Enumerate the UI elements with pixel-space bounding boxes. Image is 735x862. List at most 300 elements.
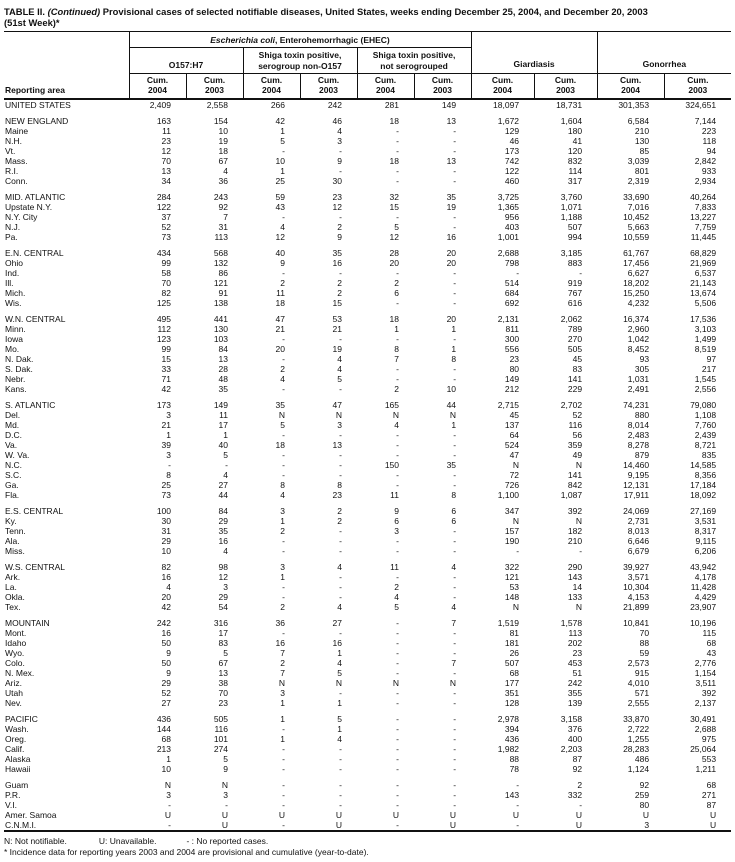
value-cell: 18,097: [493, 100, 520, 110]
value-cell: 33,870: [623, 714, 650, 724]
value-cell: 18,731: [556, 100, 583, 110]
value-cell: 4: [280, 490, 285, 500]
value-cell: 2: [280, 364, 285, 374]
value-cell: 767: [567, 288, 583, 298]
value-cell: -: [339, 572, 342, 582]
value-cell: 10,841: [623, 618, 650, 628]
value-cell: 2,715: [497, 400, 520, 410]
value-cell: -: [396, 136, 399, 146]
value-cell: 1,042: [627, 334, 650, 344]
value-cell: 2,409: [149, 100, 171, 110]
value-cell: 212: [504, 384, 520, 394]
value-cell: -: [516, 800, 520, 810]
value-cell: -: [396, 166, 399, 176]
value-cell: -: [396, 536, 399, 546]
value-cell: -: [396, 440, 399, 450]
reporting-area-cell: N.C.: [5, 460, 22, 470]
value-cell: U: [449, 820, 457, 830]
value-cell: 122: [504, 166, 520, 176]
value-cell: 4: [451, 602, 457, 612]
value-cell: 6,627: [627, 268, 650, 278]
value-cell: 50: [161, 658, 171, 668]
value-cell: 12: [332, 202, 342, 212]
value-cell: 10: [218, 126, 228, 136]
table-row: [4, 146, 731, 156]
value-cell: 355: [567, 688, 583, 698]
value-cell: 3,103: [694, 324, 717, 334]
reporting-area-cell: Ky.: [5, 516, 17, 526]
value-cell: 133: [567, 592, 583, 602]
value-cell: 68,829: [690, 248, 717, 258]
value-cell: -: [396, 668, 399, 678]
table-title-line1: [4, 6, 731, 17]
value-cell: -: [225, 460, 228, 470]
asterisk-footnote: * Incidence data for reporting years 2003 and 2004 are provisional and cumulative (year-to-date).: [4, 846, 369, 857]
value-cell: 40: [218, 440, 228, 450]
footnotes: [4, 832, 731, 857]
value-cell: 33: [161, 364, 171, 374]
value-cell: -: [453, 526, 457, 536]
value-cell: 30: [332, 176, 342, 186]
value-cell: -: [396, 754, 399, 764]
value-cell: 11: [390, 562, 399, 572]
value-cell: -: [339, 460, 342, 470]
value-cell: 16: [275, 638, 285, 648]
value-cell: 460: [504, 176, 520, 186]
reporting-area-cell: Mont.: [5, 628, 27, 638]
value-cell: 4: [337, 602, 342, 612]
table-row: [4, 166, 731, 176]
value-cell: 52: [572, 410, 583, 420]
shiga-non-o157-cum-2003-header: Cum. 2003: [300, 74, 357, 100]
value-cell: 1: [337, 724, 342, 734]
value-cell: -: [453, 628, 457, 638]
value-cell: 3: [166, 410, 171, 420]
value-cell: 190: [504, 536, 520, 546]
value-cell: 1,001: [497, 232, 520, 242]
value-cell: 36: [275, 618, 285, 628]
value-cell: 28: [389, 248, 399, 258]
value-cell: 10,304: [623, 582, 650, 592]
value-cell: -: [453, 136, 457, 146]
value-cell: 16: [218, 536, 228, 546]
value-cell: 879: [634, 450, 650, 460]
value-cell: 3,571: [627, 572, 650, 582]
reporting-area-header: Reporting area: [4, 32, 129, 100]
table-body: [4, 99, 731, 831]
table-row: [4, 572, 731, 582]
value-cell: 84: [218, 506, 228, 516]
value-cell: 29: [218, 516, 228, 526]
value-cell: -: [453, 268, 457, 278]
value-cell: 15: [332, 298, 342, 308]
table-row: [4, 126, 731, 136]
value-cell: -: [282, 790, 285, 800]
reporting-area-cell: Tenn.: [5, 526, 26, 536]
value-cell: N: [575, 602, 583, 612]
value-cell: 13: [218, 668, 228, 678]
value-cell: 3: [337, 420, 342, 430]
reporting-area-cell: D.C.: [5, 430, 22, 440]
value-cell: -: [516, 268, 520, 278]
value-cell: 143: [504, 790, 520, 800]
value-cell: 17,456: [623, 258, 650, 268]
value-cell: -: [453, 374, 457, 384]
value-cell: 114: [568, 166, 583, 176]
value-cell: 30,491: [690, 714, 717, 724]
reporting-area-cell: Colo.: [5, 658, 25, 668]
reporting-area-cell: Wyo.: [5, 648, 25, 658]
table-row: [4, 202, 731, 212]
value-cell: 994: [567, 232, 583, 242]
value-cell: 125: [156, 298, 171, 308]
value-cell: -: [453, 734, 457, 744]
value-cell: 52: [161, 222, 171, 232]
value-cell: 94: [706, 146, 717, 156]
value-cell: 271: [701, 790, 717, 800]
table-row: [4, 374, 731, 384]
value-cell: 8,014: [627, 420, 650, 430]
value-cell: 1: [223, 430, 228, 440]
value-cell: 556: [504, 344, 520, 354]
value-cell: 116: [214, 724, 228, 734]
value-cell: 4,232: [627, 298, 650, 308]
value-cell: 2,776: [694, 658, 717, 668]
value-cell: 5: [223, 450, 228, 460]
value-cell: 18: [389, 156, 399, 166]
value-cell: -: [396, 698, 399, 708]
value-cell: -: [339, 780, 342, 790]
table-row: [4, 248, 731, 258]
value-cell: 21,969: [690, 258, 717, 268]
value-cell: -: [339, 470, 342, 480]
value-cell: 210: [634, 126, 650, 136]
table-row: [4, 602, 731, 612]
value-cell: -: [339, 384, 342, 394]
value-cell: 332: [567, 790, 583, 800]
giardiasis-group-header: Giardiasis: [471, 32, 597, 74]
value-cell: 2,842: [694, 156, 717, 166]
value-cell: -: [282, 334, 285, 344]
value-cell: 213: [156, 744, 171, 754]
value-cell: 13,227: [690, 212, 717, 222]
value-cell: 23: [572, 648, 583, 658]
value-cell: 1,982: [497, 744, 520, 754]
value-cell: 128: [504, 698, 520, 708]
legend-line: [4, 836, 731, 847]
ehec-species-label: Escherichia coli: [210, 34, 275, 45]
value-cell: 3: [280, 688, 285, 698]
value-cell: -: [282, 724, 285, 734]
reporting-area-cell: Nebr.: [5, 374, 26, 384]
value-cell: -: [453, 278, 457, 288]
table-row: [4, 526, 731, 536]
value-cell: 47: [275, 314, 285, 324]
ehec-group-label-rest: , Enterohemorrhagic (EHEC): [275, 34, 390, 45]
legend-not-notifiable: N: Not notifiable.: [4, 836, 67, 846]
value-cell: 2,319: [627, 176, 650, 186]
table-row: [4, 354, 731, 364]
value-cell: 99: [161, 344, 171, 354]
value-cell: 11: [219, 410, 228, 420]
value-cell: -: [396, 480, 399, 490]
table-row: [4, 314, 731, 324]
value-cell: 2: [280, 658, 285, 668]
value-cell: 3: [166, 450, 171, 460]
value-cell: -: [396, 744, 399, 754]
reporting-area-cell: Hawaii: [5, 764, 31, 774]
value-cell: 40: [275, 248, 285, 258]
value-cell: -: [396, 790, 399, 800]
value-cell: 798: [504, 258, 520, 268]
value-cell: N: [392, 678, 399, 688]
value-cell: -: [579, 546, 583, 556]
value-cell: 123: [156, 334, 171, 344]
value-cell: 7: [394, 354, 399, 364]
value-cell: -: [453, 780, 457, 790]
value-cell: 67: [218, 156, 228, 166]
value-cell: U: [709, 820, 717, 830]
reporting-area-cell: E.S. CENTRAL: [5, 506, 64, 516]
giardiasis-cum-2003-header: Cum. 2003: [534, 74, 597, 100]
value-cell: 15,250: [623, 288, 650, 298]
value-cell: 97: [706, 354, 717, 364]
value-cell: 2: [337, 278, 342, 288]
value-cell: 811: [505, 324, 520, 334]
value-cell: 9: [280, 258, 285, 268]
value-cell: 6,584: [627, 116, 650, 126]
value-cell: -: [396, 648, 399, 658]
value-cell: 47: [332, 400, 342, 410]
value-cell: -: [396, 364, 399, 374]
value-cell: 324,651: [685, 100, 717, 110]
reporting-area-cell: R.I.: [5, 166, 19, 176]
table-row: [4, 212, 731, 222]
value-cell: 1,255: [627, 734, 650, 744]
value-cell: 933: [701, 166, 717, 176]
value-cell: 88: [509, 754, 520, 764]
table-row: [4, 136, 731, 146]
value-cell: -: [396, 820, 399, 830]
value-cell: 16: [446, 232, 457, 242]
value-cell: 7,759: [694, 222, 717, 232]
value-cell: 59: [639, 648, 650, 658]
value-cell: 182: [567, 526, 583, 536]
value-cell: 9: [337, 156, 342, 166]
value-cell: 9: [337, 232, 342, 242]
value-cell: 9: [394, 506, 399, 516]
value-cell: 20: [275, 344, 285, 354]
value-cell: 24,069: [623, 506, 650, 516]
reporting-area-cell: Ala.: [5, 536, 20, 546]
table-row: [4, 516, 731, 526]
value-cell: 27: [161, 698, 171, 708]
value-cell: 115: [702, 628, 717, 638]
value-cell: 50: [161, 638, 171, 648]
value-cell: 5: [337, 374, 342, 384]
value-cell: 8: [394, 344, 399, 354]
value-cell: 15: [389, 202, 399, 212]
value-cell: -: [396, 618, 399, 628]
value-cell: 17,911: [623, 490, 650, 500]
value-cell: 23: [332, 490, 342, 500]
value-cell: 122: [156, 202, 171, 212]
value-cell: 12: [389, 232, 399, 242]
value-cell: 3: [166, 790, 171, 800]
value-cell: 242: [327, 100, 342, 110]
value-cell: 20: [389, 258, 399, 268]
value-cell: 9,195: [627, 470, 650, 480]
value-cell: 26: [509, 648, 520, 658]
value-cell: -: [396, 126, 399, 136]
value-cell: -: [396, 714, 399, 724]
value-cell: 4,153: [627, 592, 650, 602]
value-cell: 5: [394, 602, 399, 612]
value-cell: 270: [567, 334, 583, 344]
value-cell: 9: [223, 764, 228, 774]
reporting-area-cell: S.C.: [5, 470, 22, 480]
value-cell: 2,731: [627, 516, 650, 526]
value-cell: -: [282, 212, 285, 222]
value-cell: 495: [156, 314, 171, 324]
table-row: [4, 232, 731, 242]
value-cell: 78: [509, 764, 520, 774]
reporting-area-cell: Ariz.: [5, 678, 22, 688]
reporting-area-cell: Miss.: [5, 546, 25, 556]
value-cell: 180: [567, 126, 583, 136]
value-cell: 726: [504, 480, 520, 490]
value-cell: 300: [504, 334, 520, 344]
value-cell: -: [282, 628, 285, 638]
table-row: [4, 698, 731, 708]
value-cell: 4: [337, 658, 342, 668]
value-cell: 118: [702, 136, 717, 146]
table-row: [4, 384, 731, 394]
value-cell: N: [449, 410, 457, 420]
value-cell: -: [282, 820, 285, 830]
value-cell: 4: [337, 562, 342, 572]
value-cell: 144: [156, 724, 171, 734]
reporting-area-cell: Okla.: [5, 592, 25, 602]
table-row: [4, 324, 731, 334]
legend-no-reported-cases: - : No reported cases.: [186, 836, 269, 846]
reporting-area-cell: Wash.: [5, 724, 29, 734]
value-cell: U: [575, 810, 583, 820]
value-cell: 1,154: [694, 668, 717, 678]
table-row: [4, 278, 731, 288]
value-cell: U: [449, 810, 457, 820]
value-cell: 3: [337, 136, 342, 146]
value-cell: -: [396, 734, 399, 744]
value-cell: 113: [214, 232, 228, 242]
value-cell: 3,531: [694, 516, 717, 526]
reporting-area-cell: NEW ENGLAND: [5, 116, 69, 126]
value-cell: -: [339, 526, 342, 536]
value-cell: -: [339, 592, 342, 602]
value-cell: 10,559: [623, 232, 650, 242]
value-cell: 18: [275, 298, 285, 308]
table-row: [4, 440, 731, 450]
table-row: [4, 450, 731, 460]
value-cell: 19: [446, 202, 457, 212]
reporting-area-cell: Ohio: [5, 258, 23, 268]
value-cell: 19: [332, 344, 342, 354]
value-cell: -: [453, 298, 457, 308]
reporting-area-cell: Mo.: [5, 344, 20, 354]
value-cell: 21: [332, 324, 342, 334]
value-cell: -: [168, 820, 171, 830]
value-cell: 4: [223, 166, 228, 176]
value-cell: 8,452: [627, 344, 650, 354]
value-cell: 18: [275, 440, 285, 450]
value-cell: 27,169: [690, 506, 717, 516]
value-cell: -: [579, 800, 583, 810]
value-cell: 7: [280, 668, 285, 678]
reporting-area-cell: Tex.: [5, 602, 21, 612]
value-cell: 3: [223, 582, 228, 592]
table-header: [4, 32, 731, 100]
value-cell: 18,092: [690, 490, 717, 500]
reporting-area-cell: Kans.: [5, 384, 27, 394]
table-row: [4, 628, 731, 638]
value-cell: 70: [161, 278, 171, 288]
value-cell: -: [453, 450, 457, 460]
value-cell: N: [278, 678, 285, 688]
value-cell: 1: [451, 344, 457, 354]
value-cell: 88: [639, 638, 650, 648]
reporting-area-cell: Ind.: [5, 268, 20, 278]
value-cell: 6: [451, 506, 457, 516]
table-title-line2: (51st Week)*: [4, 17, 60, 28]
value-cell: 173: [156, 400, 171, 410]
value-cell: 9,115: [695, 536, 717, 546]
value-cell: 3: [644, 820, 650, 830]
value-cell: 72: [509, 470, 520, 480]
value-cell: -: [453, 546, 457, 556]
value-cell: 86: [218, 268, 228, 278]
value-cell: 43: [275, 202, 285, 212]
table-title: [4, 6, 731, 28]
value-cell: -: [339, 546, 342, 556]
value-cell: 376: [567, 724, 583, 734]
gonorrhea-cum-2003-header: Cum. 2003: [664, 74, 731, 100]
value-cell: 13: [332, 440, 342, 450]
value-cell: 14,585: [690, 460, 717, 470]
value-cell: 6,206: [694, 546, 717, 556]
value-cell: -: [396, 724, 399, 734]
value-cell: 1,545: [694, 374, 717, 384]
value-cell: 149: [504, 374, 520, 384]
value-cell: 2: [280, 278, 285, 288]
value-cell: 1,604: [560, 116, 583, 126]
o157h7-cum-2003-header: Cum. 2003: [186, 74, 243, 100]
value-cell: -: [168, 800, 171, 810]
value-cell: 17,536: [690, 314, 717, 324]
reporting-area-cell: N.H.: [5, 136, 22, 146]
value-cell: 507: [567, 222, 583, 232]
value-cell: 19: [218, 136, 228, 146]
table-row: [4, 744, 731, 754]
value-cell: 7,144: [694, 116, 717, 126]
value-cell: 129: [504, 126, 520, 136]
value-cell: 20: [446, 248, 457, 258]
value-cell: -: [396, 146, 399, 156]
value-cell: 40,264: [690, 192, 717, 202]
shiga-not-serogrouped-cum-2004-header: Cum. 2004: [357, 74, 414, 100]
reporting-area-cell: N.J.: [5, 222, 21, 232]
value-cell: 553: [701, 754, 717, 764]
value-cell: -: [453, 668, 457, 678]
